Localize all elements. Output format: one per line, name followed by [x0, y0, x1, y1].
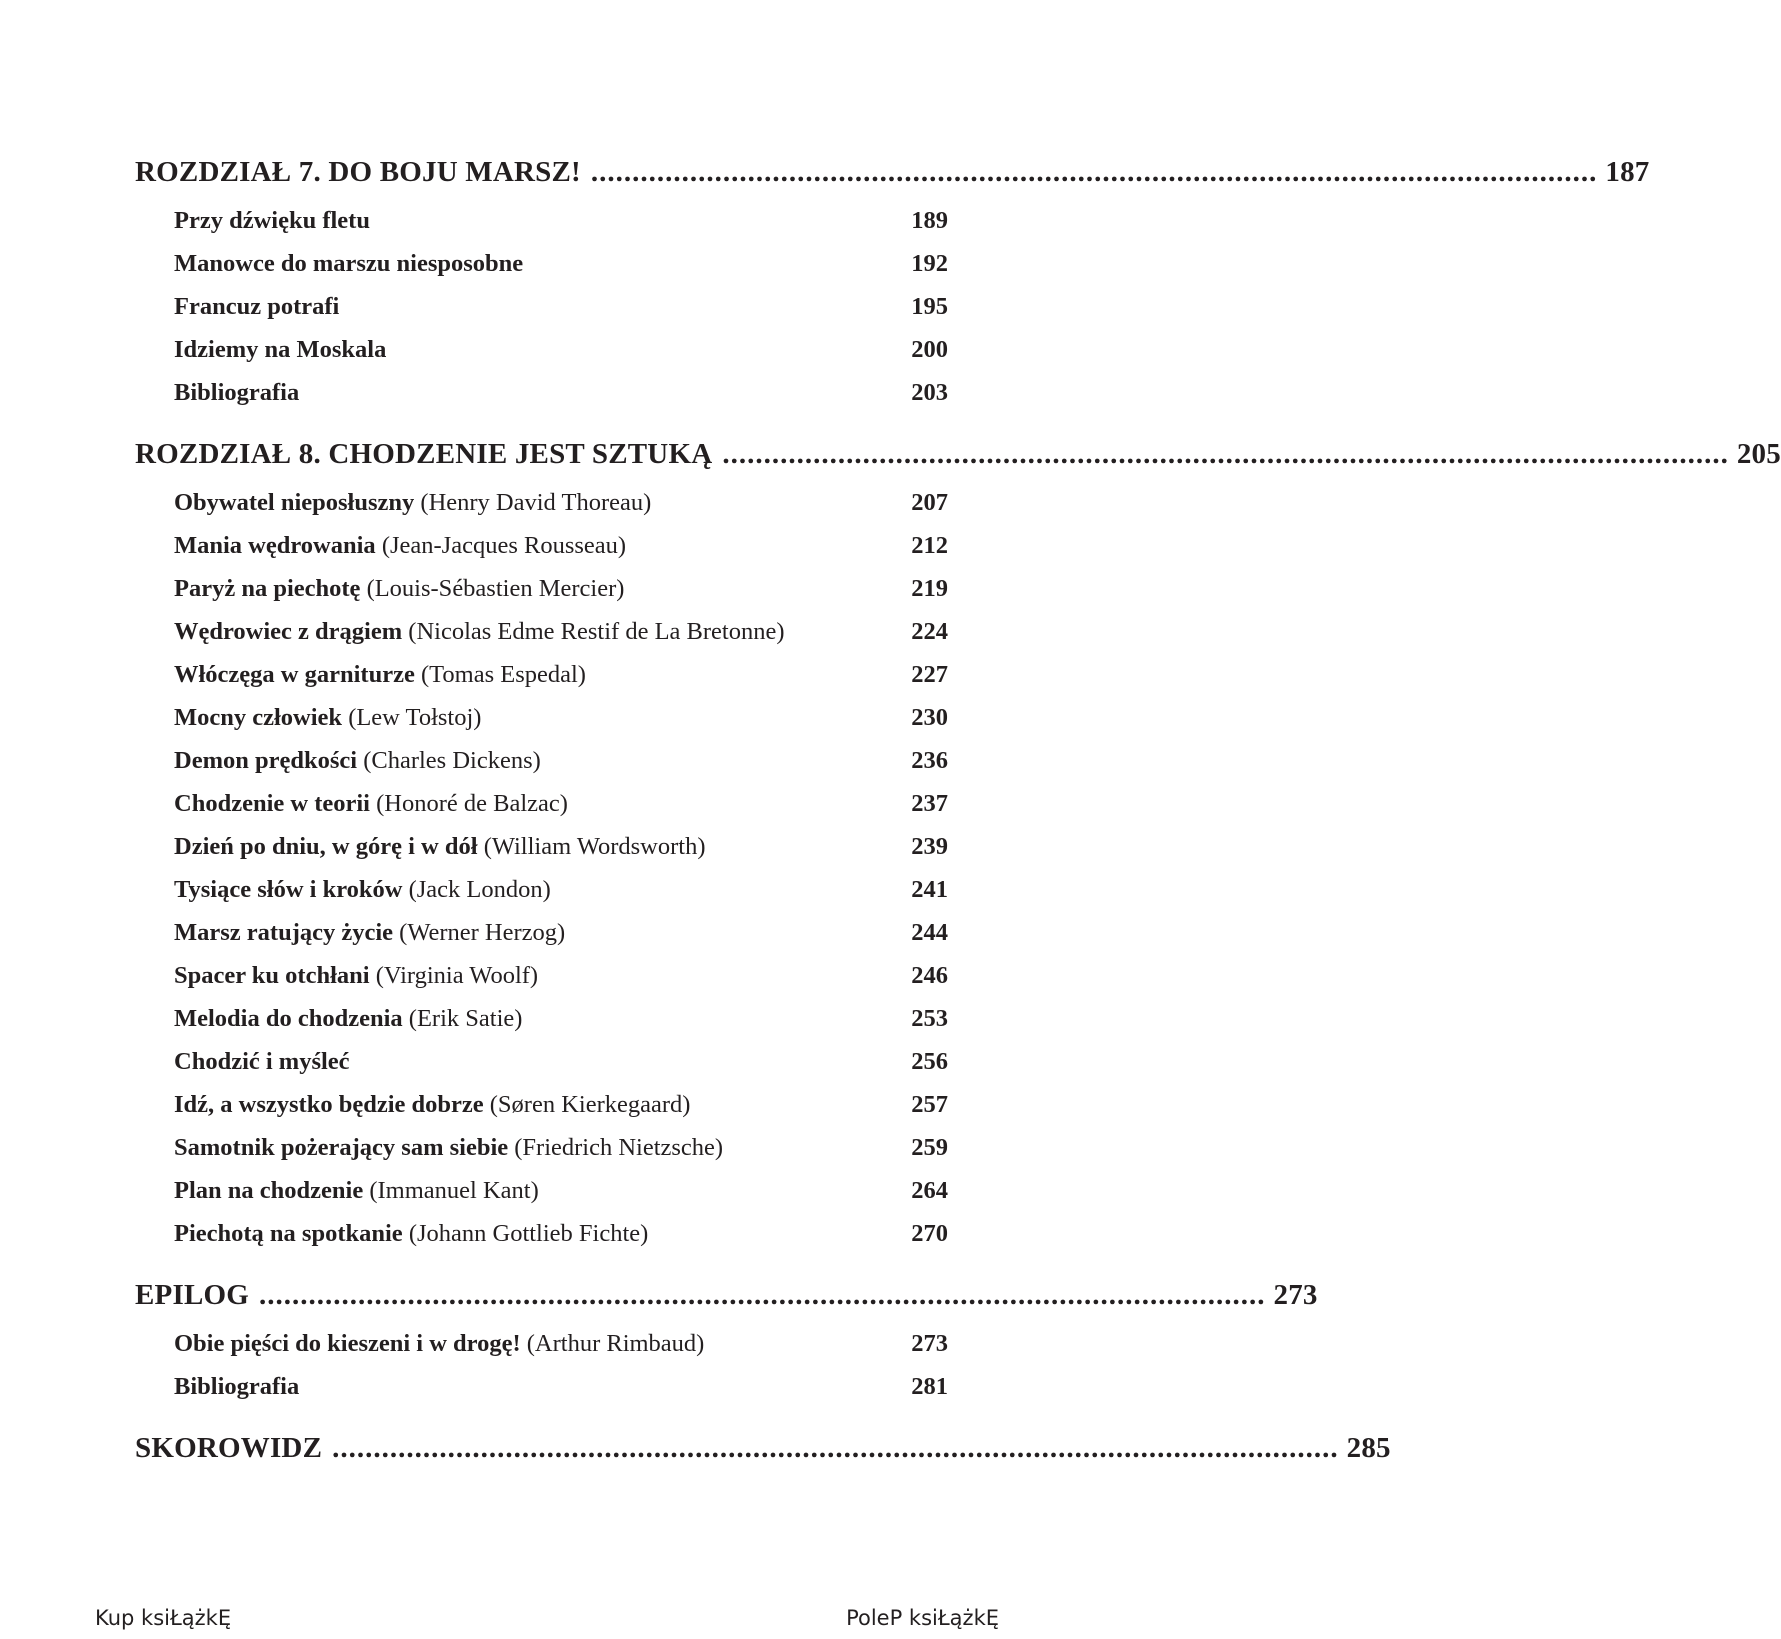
toc-section	[135, 156, 1650, 422]
subsection-title: Tysiące słów i kroków	[174, 876, 403, 903]
subsection-entry[interactable]	[174, 379, 948, 422]
subsection-entry[interactable]	[174, 575, 948, 618]
subsection-author: (Tomas Espedal)	[420, 661, 586, 688]
subsection-title: Bibliografia	[174, 1373, 300, 1400]
subsection-page-number: 256	[911, 1048, 948, 1075]
subsection-label	[174, 1373, 911, 1401]
subsection-list	[135, 1330, 948, 1416]
subsection-entry[interactable]	[174, 919, 948, 962]
subsection-author: (Erik Satie)	[408, 1005, 523, 1032]
subsection-author: (Werner Herzog)	[399, 919, 566, 946]
chapter-page-number: 205	[1736, 438, 1781, 470]
subsection-title: Spacer ku otchłani	[174, 962, 370, 989]
subsection-title: Melodia do chodzenia	[174, 1005, 403, 1032]
subsection-entry[interactable]	[174, 661, 948, 704]
subsection-title: Idź, a wszystko będzie dobrze	[174, 1091, 484, 1118]
subsection-title: Demon prędkości	[174, 747, 358, 774]
subsection-label	[174, 962, 911, 990]
subsection-author: (Johann Gottlieb Fichte)	[408, 1220, 649, 1247]
subsection-entry[interactable]	[174, 704, 948, 747]
subsection-page-number: 219	[911, 575, 948, 602]
subsection-title: Przy dźwięku fletu	[174, 207, 370, 234]
toc-section	[135, 1279, 1318, 1416]
subsection-label	[174, 336, 911, 364]
subsection-label	[174, 1220, 911, 1248]
subsection-label	[174, 1134, 911, 1162]
subsection-author: (Friedrich Nietzsche)	[514, 1134, 724, 1161]
subsection-title: Plan na chodzenie	[174, 1177, 364, 1204]
subsection-author: (Arthur Rimbaud)	[526, 1330, 705, 1357]
subsection-page-number: 270	[911, 1220, 948, 1247]
subsection-label	[174, 379, 911, 407]
subsection-label	[174, 747, 911, 775]
subsection-page-number: 241	[911, 876, 948, 903]
chapter-title: ROZDZIAŁ 7. DO BOJU MARSZ!	[135, 156, 581, 188]
subsection-page-number: 244	[911, 919, 948, 946]
subsection-page-number: 227	[911, 661, 948, 688]
subsection-page-number: 189	[911, 207, 948, 234]
subsection-author: (Virginia Woolf)	[375, 962, 539, 989]
subsection-author: (Charles Dickens)	[363, 747, 541, 774]
subsection-title: Chodzić i myśleć	[174, 1048, 350, 1075]
subsection-entry[interactable]	[174, 489, 948, 532]
subsection-entry[interactable]	[174, 1330, 948, 1373]
subsection-label	[174, 293, 911, 321]
subsection-label	[174, 1177, 911, 1205]
toc-section	[135, 1432, 1391, 1478]
subsection-entry[interactable]	[174, 747, 948, 790]
chapter-entry[interactable]	[135, 1279, 1318, 1325]
subsection-entry[interactable]	[174, 1177, 948, 1220]
subsection-page-number: 239	[911, 833, 948, 860]
subsection-title: Dzień po dniu, w górę i w dół	[174, 833, 478, 860]
chapter-title: SKOROWIDZ	[135, 1432, 323, 1464]
subsection-title: Piechotą na spotkanie	[174, 1220, 403, 1247]
subsection-entry[interactable]	[174, 790, 948, 833]
chapter-page-number: 285	[1346, 1432, 1391, 1464]
subsection-author: (Jean-Jacques Rousseau)	[381, 532, 627, 559]
dot-leader: ..........................................................................................................................	[590, 156, 1598, 188]
subsection-label	[174, 790, 911, 818]
subsection-author: (Honoré de Balzac)	[376, 790, 568, 817]
subsection-author: (Nicolas Edme Restif de La Bretonne)	[408, 618, 785, 645]
subsection-title: Obywatel nieposłuszny	[174, 489, 415, 516]
dot-leader: ..........................................................................................................................	[722, 438, 1729, 470]
subsection-entry[interactable]	[174, 1048, 948, 1091]
subsection-page-number: 207	[911, 489, 948, 516]
chapter-entry[interactable]	[135, 438, 1781, 484]
table-of-contents	[135, 156, 1781, 1478]
subsection-list	[135, 489, 948, 1263]
subsection-page-number: 281	[911, 1373, 948, 1400]
subsection-title: Idziemy na Moskala	[174, 336, 387, 363]
subsection-author: (William Wordsworth)	[483, 833, 706, 860]
subsection-page-number: 257	[911, 1091, 948, 1118]
chapter-title: EPILOG	[135, 1279, 249, 1311]
subsection-title: Manowce do marszu niesposobne	[174, 250, 524, 277]
subsection-page-number: 236	[911, 747, 948, 774]
chapter-page-number: 273	[1273, 1279, 1318, 1311]
subsection-label	[174, 1330, 911, 1358]
subsection-entry[interactable]	[174, 336, 948, 379]
subsection-page-number: 264	[911, 1177, 948, 1204]
chapter-title: ROZDZIAŁ 8. CHODZENIE JEST SZTUKĄ	[135, 438, 713, 470]
subsection-title: Paryż na piechotę	[174, 575, 361, 602]
subsection-page-number: 253	[911, 1005, 948, 1032]
subsection-label	[174, 661, 911, 689]
subsection-title: Mania wędrowania	[174, 532, 376, 559]
subsection-title: Bibliografia	[174, 379, 300, 406]
subsection-title: Mocny człowiek	[174, 704, 343, 731]
subsection-author: (Jack London)	[408, 876, 551, 903]
subsection-author: (Louis-Sébastien Mercier)	[366, 575, 625, 602]
subsection-list	[135, 207, 948, 422]
subsection-entry[interactable]	[174, 962, 948, 1005]
subsection-label	[174, 532, 911, 560]
subsection-author: (Søren Kierkegaard)	[489, 1091, 691, 1118]
subsection-entry[interactable]	[174, 876, 948, 919]
subsection-label	[174, 1005, 911, 1033]
subsection-label	[174, 919, 911, 947]
subsection-page-number: 237	[911, 790, 948, 817]
subsection-entry[interactable]	[174, 1134, 948, 1177]
subsection-page-number: 200	[911, 336, 948, 363]
subsection-page-number: 192	[911, 250, 948, 277]
subsection-entry[interactable]	[174, 1005, 948, 1048]
subsection-label	[174, 250, 911, 278]
subsection-label	[174, 1091, 911, 1119]
subsection-page-number: 259	[911, 1134, 948, 1161]
subsection-page-number: 224	[911, 618, 948, 645]
subsection-title: Francuz potrafi	[174, 293, 340, 320]
subsection-page-number: 246	[911, 962, 948, 989]
subsection-label	[174, 876, 911, 904]
subsection-entry[interactable]	[174, 1220, 948, 1263]
subsection-entry[interactable]	[174, 293, 948, 336]
dot-leader: ..........................................................................................................................	[259, 1279, 1266, 1311]
toc-section	[135, 438, 1781, 1263]
subsection-label	[174, 489, 911, 517]
subsection-entry[interactable]	[174, 618, 948, 661]
subsection-label	[174, 704, 911, 732]
subsection-entry[interactable]	[174, 532, 948, 575]
subsection-title: Obie pięści do kieszeni i w drogę!	[174, 1330, 521, 1357]
chapter-entry[interactable]	[135, 156, 1650, 202]
subsection-author: (Henry David Thoreau)	[420, 489, 652, 516]
subsection-page-number: 212	[911, 532, 948, 559]
subsection-entry[interactable]	[174, 1091, 948, 1134]
subsection-title: Włóczęga w garniturze	[174, 661, 415, 688]
buy-book-link[interactable]: Kup ksiŁążkĘ	[95, 1606, 232, 1630]
recommend-book-link[interactable]: PoleP ksiŁążkĘ	[846, 1606, 999, 1630]
subsection-entry[interactable]	[174, 207, 948, 250]
subsection-entry[interactable]	[174, 1373, 948, 1416]
subsection-title: Chodzenie w teorii	[174, 790, 370, 817]
subsection-page-number: 195	[911, 293, 948, 320]
subsection-entry[interactable]	[174, 833, 948, 876]
subsection-page-number: 273	[911, 1330, 948, 1357]
subsection-entry[interactable]	[174, 250, 948, 293]
subsection-title: Wędrowiec z drągiem	[174, 618, 403, 645]
subsection-author: (Lew Tołstoj)	[348, 704, 482, 731]
subsection-author: (Immanuel Kant)	[369, 1177, 539, 1204]
subsection-label	[174, 207, 911, 235]
subsection-label	[174, 1048, 911, 1076]
subsection-label	[174, 575, 911, 603]
chapter-entry[interactable]	[135, 1432, 1391, 1478]
subsection-title: Marsz ratujący życie	[174, 919, 394, 946]
subsection-title: Samotnik pożerający sam siebie	[174, 1134, 509, 1161]
subsection-page-number: 230	[911, 704, 948, 731]
subsection-label	[174, 833, 911, 861]
dot-leader: ..........................................................................................................................	[332, 1432, 1339, 1464]
subsection-label	[174, 618, 911, 646]
subsection-page-number: 203	[911, 379, 948, 406]
chapter-page-number: 187	[1605, 156, 1650, 188]
